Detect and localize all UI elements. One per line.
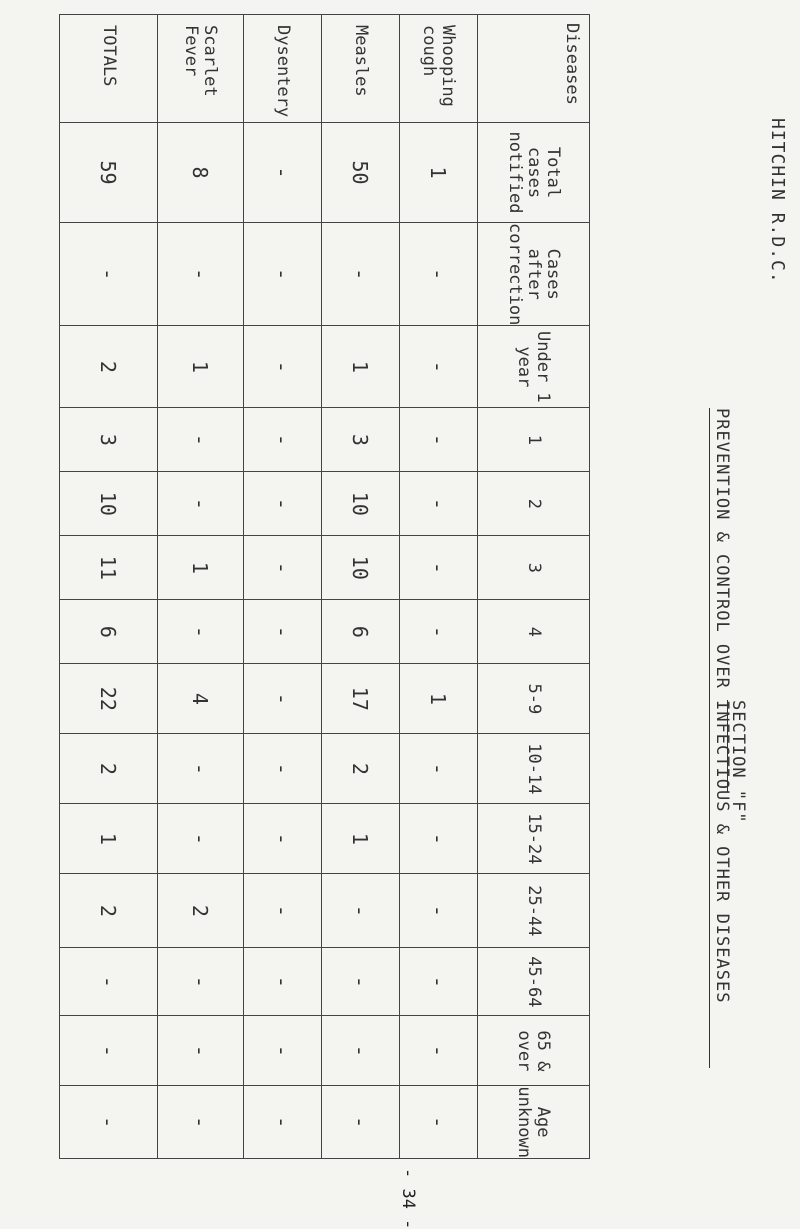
table-cell: - — [400, 326, 478, 408]
row-label: Whooping cough — [400, 15, 478, 123]
column-header: 3 — [478, 536, 590, 600]
table-cell: 6 — [60, 600, 158, 664]
table-cell: - — [158, 408, 244, 472]
table-cell: - — [400, 734, 478, 804]
table-cell: - — [400, 874, 478, 948]
column-header: Cases after correction — [478, 223, 590, 326]
table-cell: - — [400, 804, 478, 874]
table-cell: 6 — [322, 600, 400, 664]
table-cell: - — [244, 1086, 322, 1159]
table-cell: 1 — [400, 123, 478, 223]
table-cell: 1 — [322, 804, 400, 874]
table-cell: - — [244, 1016, 322, 1086]
table-cell: 10 — [60, 472, 158, 536]
table-cell: - — [60, 948, 158, 1016]
table-cell: - — [158, 948, 244, 1016]
table-cell: 4 — [158, 664, 244, 734]
table-cell: 1 — [322, 326, 400, 408]
table-cell: - — [400, 472, 478, 536]
table-cell: 22 — [60, 664, 158, 734]
table-cell: - — [400, 1086, 478, 1159]
table-cell: - — [158, 1086, 244, 1159]
table-cell: - — [244, 123, 322, 223]
table-cell: - — [60, 1016, 158, 1086]
column-header: Total cases notified — [478, 123, 590, 223]
table-cell: 3 — [322, 408, 400, 472]
table-cell: 1 — [158, 326, 244, 408]
table-cell: - — [60, 223, 158, 326]
column-header: Age unknown — [478, 1086, 590, 1159]
table-cell: 17 — [322, 664, 400, 734]
table-cell: - — [158, 804, 244, 874]
page-number: - 34 - — [398, 1168, 418, 1229]
table-cell: - — [158, 1016, 244, 1086]
table-cell: - — [244, 326, 322, 408]
table-cell: - — [400, 223, 478, 326]
table-cell: - — [400, 1016, 478, 1086]
table-cell: - — [322, 874, 400, 948]
column-header: 65 & over — [478, 1016, 590, 1086]
table-row — [158, 15, 244, 1159]
column-header: 4 — [478, 600, 590, 664]
column-header: Under 1 year — [478, 326, 590, 408]
table-cell: - — [244, 536, 322, 600]
table-cell: - — [60, 1086, 158, 1159]
column-header: 15-24 — [478, 804, 590, 874]
section-heading: SECTION "F" — [728, 700, 748, 824]
table-cell: - — [244, 223, 322, 326]
table-cell: - — [400, 408, 478, 472]
table-body — [60, 15, 478, 1159]
table-cell: 3 — [60, 408, 158, 472]
table-cell: 10 — [322, 472, 400, 536]
column-header: 25-44 — [478, 874, 590, 948]
column-header: 10-14 — [478, 734, 590, 804]
column-header: 45-64 — [478, 948, 590, 1016]
table-header-row — [478, 15, 590, 1159]
table-cell: 1 — [158, 536, 244, 600]
table-cell: 59 — [60, 123, 158, 223]
table-cell: - — [244, 948, 322, 1016]
table-cell: - — [244, 408, 322, 472]
table-cell: - — [158, 734, 244, 804]
row-label: TOTALS — [60, 15, 158, 123]
table-cell: - — [400, 600, 478, 664]
table-cell: - — [322, 1086, 400, 1159]
row-label: Measles — [322, 15, 400, 123]
table-cell: 10 — [322, 536, 400, 600]
table-cell: 2 — [60, 734, 158, 804]
table-cell: 2 — [158, 874, 244, 948]
table-cell: - — [400, 948, 478, 1016]
table-cell: - — [322, 948, 400, 1016]
table-row — [60, 15, 158, 1159]
table-cell: - — [158, 600, 244, 664]
table-cell: - — [158, 472, 244, 536]
table-cell: 2 — [322, 734, 400, 804]
table-row — [400, 15, 478, 1159]
subtitle-underline — [709, 408, 710, 1068]
row-label: Dysentery — [244, 15, 322, 123]
table-cell: - — [400, 536, 478, 600]
table-cell: 50 — [322, 123, 400, 223]
column-header: 1 — [478, 408, 590, 472]
table-cell: 11 — [60, 536, 158, 600]
table-cell: - — [322, 223, 400, 326]
table-cell: - — [244, 472, 322, 536]
table-cell: 2 — [60, 874, 158, 948]
section-subtitle: PREVENTION & CONTROL OVER INFECTIOUS & OTHER DISEASES — [712, 408, 732, 1004]
row-label: Scarlet Fever — [158, 15, 244, 123]
column-header: 5-9 — [478, 664, 590, 734]
corner-header: Diseases — [478, 15, 590, 123]
table-row — [322, 15, 400, 1159]
table-cell: 1 — [400, 664, 478, 734]
column-header: 2 — [478, 472, 590, 536]
table-row — [244, 15, 322, 1159]
table-cell: 2 — [60, 326, 158, 408]
table-cell: 8 — [158, 123, 244, 223]
table-cell: - — [244, 734, 322, 804]
table-cell: - — [158, 223, 244, 326]
table-cell: - — [244, 664, 322, 734]
diseases-table — [59, 14, 590, 1159]
table-cell: - — [322, 1016, 400, 1086]
district-heading: HITCHIN R.D.C. — [767, 118, 788, 284]
table-cell: 1 — [60, 804, 158, 874]
table-cell: - — [244, 804, 322, 874]
table-cell: - — [244, 600, 322, 664]
table-cell: - — [244, 874, 322, 948]
